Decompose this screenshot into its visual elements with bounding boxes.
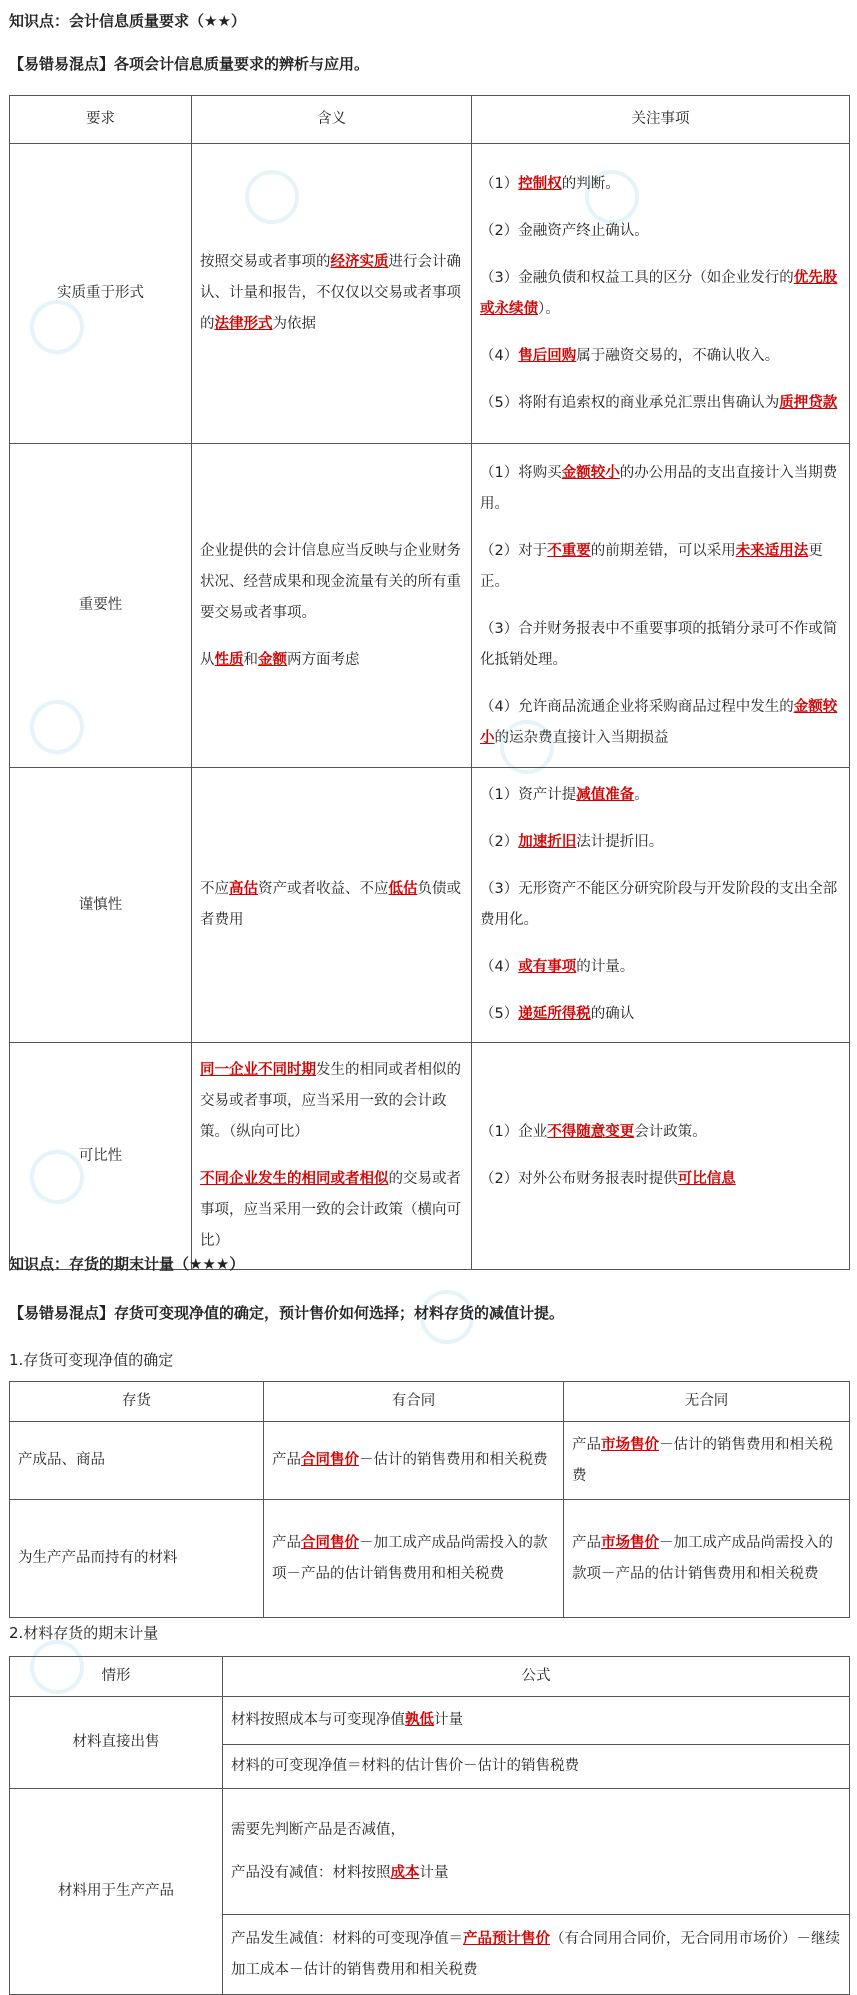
- text-segment: 和: [243, 651, 258, 668]
- list-item: [480, 208, 841, 255]
- highlighted-term: 不同企业发生的相同或者相似: [200, 1171, 389, 1187]
- without-contract-formula: [564, 1500, 850, 1618]
- case-name: 材料用于生产产品: [10, 1789, 223, 1995]
- table-row: [10, 768, 850, 1043]
- text-segment: 按照交易或者事项的: [200, 254, 331, 270]
- table-row: [10, 1043, 850, 1270]
- highlighted-term: 不重要: [547, 542, 591, 559]
- highlighted-term: 不得随意变更: [547, 1124, 635, 1140]
- text-segment: （1）资产计提: [480, 787, 577, 803]
- text-segment: 材料的可变现净值＝材料的估计售价－估计的销售税费: [231, 1758, 579, 1774]
- requirement-name: 实质重于形式: [10, 144, 192, 444]
- text-segment: 两方面考虑: [287, 651, 360, 668]
- text-segment: 不应: [200, 881, 229, 897]
- text-segment: 计量: [419, 1864, 449, 1881]
- text-segment: （5）: [480, 1006, 519, 1022]
- text-segment: 属于融资交易的，不确认收入。: [576, 347, 780, 364]
- text-segment: 的计量。: [576, 959, 635, 975]
- table-row: [10, 144, 850, 444]
- header-requirement: 要求: [10, 96, 192, 144]
- highlighted-term: 金额: [258, 651, 287, 668]
- table-row: [10, 1789, 850, 1915]
- highlighted-term: 合同售价: [301, 1534, 359, 1551]
- highlighted-term: 合同售价: [301, 1452, 359, 1468]
- requirement-meaning: [192, 768, 472, 1043]
- material-inventory-table: [9, 1656, 850, 1995]
- text-segment: （4）: [480, 959, 519, 975]
- text-segment: 的确认: [590, 1006, 635, 1022]
- text-segment: 产品发生减值：材料的可变现净值＝: [231, 1930, 463, 1947]
- section1-heading: 知识点：会计信息质量要求（★★）: [9, 12, 246, 30]
- text-segment: 。: [634, 787, 649, 803]
- header-case: 情形: [10, 1657, 223, 1697]
- list-item: [480, 1109, 841, 1156]
- list-item: [480, 333, 841, 380]
- with-contract-formula: [264, 1500, 564, 1618]
- text-segment: 产品: [272, 1452, 301, 1468]
- list-item: [480, 944, 841, 991]
- with-contract-formula: [264, 1422, 564, 1500]
- text-segment: 更正。: [480, 542, 823, 590]
- text-segment: （3）无形资产不能区分研究阶段与开发阶段的支出全部费用化。: [480, 881, 838, 928]
- text-segment: 进行会计确认、计量和报告，不仅仅以交易或者事项的: [200, 254, 461, 332]
- text-segment: －估计的销售费用和相关税费: [359, 1452, 548, 1468]
- text-segment: （2）金融资产终止确认。: [480, 222, 649, 239]
- text-segment: （4）: [480, 347, 519, 364]
- inventory-item: 为生产产品而持有的材料: [10, 1500, 264, 1618]
- subheading-bracket: 【易错易混点】: [9, 55, 115, 73]
- highlighted-term: 质押贷款: [779, 394, 838, 411]
- list-item: [480, 991, 841, 1038]
- text-segment: （3）金融负债和权益工具的区分（如企业发行的: [480, 269, 794, 286]
- highlighted-term: 未来适用法: [735, 542, 809, 559]
- text-segment: －加工成产成品尚需投入的款项－产品的估计销售费用和相关税费: [272, 1534, 548, 1582]
- highlighted-term: 金额较小: [561, 464, 620, 481]
- section1-subheading: [9, 53, 369, 74]
- text-segment: （1）企业: [480, 1124, 548, 1140]
- list-item: [480, 255, 841, 333]
- text-segment: 为依据: [272, 316, 316, 332]
- formula-line: [223, 1789, 850, 1915]
- list-item: [480, 684, 841, 762]
- list-item: [480, 772, 841, 819]
- subheading-text: 存货可变现净值的确定，预计售价如何选择；材料存货的减值计提。: [114, 1304, 565, 1322]
- highlighted-term: 低估: [388, 881, 418, 897]
- highlighted-term: 减值准备: [576, 787, 635, 803]
- highlighted-term: 优先股或永续债: [480, 269, 838, 317]
- text-segment: 发生的相同或者相似的交易或者事项，应当采用一致的会计政策。（纵向可比）: [200, 1062, 461, 1140]
- highlighted-term: 市场售价: [601, 1436, 659, 1453]
- requirement-meaning: [192, 1043, 472, 1270]
- text-segment: 从: [200, 651, 215, 668]
- text-segment: 企业提供的会计信息应当反映与企业财务状况、经营成果和现金流量有关的所有重要交易或者事项。: [200, 542, 461, 621]
- text-segment: （2）对外公布财务报表时提供: [480, 1171, 678, 1187]
- section2-subheading: [9, 1302, 564, 1323]
- without-contract-formula: [564, 1422, 850, 1500]
- text-segment: 的办公用品的支出直接计入当期费用。: [480, 464, 838, 512]
- header-formula: 公式: [223, 1657, 850, 1697]
- part2-title: 2.材料存货的期末计量: [9, 1624, 159, 1642]
- header-meaning: 含义: [192, 96, 472, 144]
- text-segment: 的运杂费直接计入当期损益: [494, 729, 669, 746]
- formula-line: [223, 1745, 850, 1789]
- highlighted-term: 经济实质: [330, 254, 389, 270]
- text-segment: 产品没有减值：材料按照: [231, 1864, 391, 1881]
- highlighted-term: 控制权: [518, 175, 562, 192]
- text-segment: （1）将购买: [480, 464, 562, 481]
- text-segment: 计量: [434, 1712, 463, 1728]
- table-row: [10, 1500, 850, 1618]
- part1-title: 1.存货可变现净值的确定: [9, 1351, 174, 1369]
- text-segment: 的前期差错，可以采用: [590, 542, 736, 559]
- requirement-notes: [472, 444, 850, 768]
- text-segment: 法计提折旧。: [576, 834, 664, 850]
- highlighted-term: 售后回购: [518, 347, 577, 364]
- highlighted-term: 性质: [214, 651, 244, 668]
- header-inventory: 存货: [10, 1382, 264, 1422]
- table-row: [10, 444, 850, 768]
- list-item: [480, 866, 841, 944]
- highlighted-term: 递延所得税: [518, 1006, 591, 1022]
- requirement-meaning: [192, 144, 472, 444]
- header-with-contract: 有合同: [264, 1382, 564, 1422]
- requirement-meaning: [192, 444, 472, 768]
- list-item: [200, 1156, 463, 1265]
- list-item: [480, 161, 841, 208]
- text-segment: －估计的销售费用和相关税费: [572, 1436, 833, 1484]
- list-item: [200, 637, 463, 684]
- highlighted-term: 孰低: [405, 1712, 434, 1728]
- requirement-notes: [472, 144, 850, 444]
- header-without-contract: 无合同: [564, 1382, 850, 1422]
- text-segment: 产品: [572, 1436, 601, 1453]
- list-item: [480, 606, 841, 684]
- text-segment: 的判断。: [561, 175, 620, 192]
- list-item: [200, 528, 463, 637]
- list-item: [480, 528, 841, 606]
- list-item: [200, 1047, 463, 1156]
- section2-heading: 知识点：存货的期末计量（★★★）: [9, 1255, 245, 1273]
- highlighted-term: 同一企业不同时期: [200, 1062, 316, 1078]
- highlighted-term: 或有事项: [518, 959, 577, 975]
- requirement-name: 可比性: [10, 1043, 192, 1270]
- requirement-notes: [472, 768, 850, 1043]
- highlighted-term: 法律形式: [214, 316, 273, 332]
- text-segment: （有合同用合同价，无合同用市场价）－继续加工成本－估计的销售费用和相关税费: [231, 1930, 840, 1978]
- text-segment: （2）: [480, 834, 519, 850]
- text-segment: 的交易或者事项，应当采用一致的会计政策（横向可比）: [200, 1171, 461, 1249]
- header-notes: 关注事项: [472, 96, 850, 144]
- list-item: [480, 819, 841, 866]
- text-segment: （3）合并财务报表中不重要事项的抵销分录可不作或简化抵销处理。: [480, 620, 838, 668]
- text-segment: 需要先判断产品是否减值，: [231, 1821, 405, 1838]
- highlighted-term: 产品预计售价: [463, 1930, 550, 1947]
- quality-requirements-table: [9, 95, 850, 1270]
- list-item: [480, 380, 841, 427]
- requirement-name: 重要性: [10, 444, 192, 768]
- text-segment: ）。: [538, 300, 560, 317]
- text-segment: 产品: [272, 1534, 301, 1551]
- text-segment: （1）: [480, 175, 519, 192]
- highlighted-term: 市场售价: [601, 1534, 659, 1551]
- case-name: 材料直接出售: [10, 1697, 223, 1789]
- table-row: [10, 1697, 850, 1745]
- net-realizable-value-table: [9, 1381, 850, 1618]
- text-segment: 会计政策。: [634, 1124, 707, 1140]
- highlighted-term: 可比信息: [677, 1171, 736, 1187]
- formula-line: [223, 1697, 850, 1745]
- text-segment: －加工成产成品尚需投入的款项－产品的估计销售费用和相关税费: [572, 1534, 833, 1582]
- subheading-text: 各项会计信息质量要求的辨析与应用。: [114, 55, 370, 73]
- text-segment: 资产或者收益、不应: [258, 881, 389, 897]
- list-item: [480, 1156, 841, 1203]
- text-segment: （5）将附有追索权的商业承兑汇票出售确认为: [480, 394, 780, 411]
- inventory-item: 产成品、商品: [10, 1422, 264, 1500]
- formula-line: [223, 1915, 850, 1995]
- subheading-bracket: 【易错易混点】: [9, 1304, 115, 1322]
- list-item: [480, 450, 841, 528]
- table-row: [10, 1422, 850, 1500]
- text-segment: （2）对于: [480, 542, 548, 559]
- highlighted-term: 加速折旧: [518, 834, 577, 850]
- requirement-name: 谨慎性: [10, 768, 192, 1043]
- text-segment: 材料按照成本与可变现净值: [231, 1712, 405, 1728]
- requirement-notes: [472, 1043, 850, 1270]
- highlighted-term: 金额较小: [480, 698, 838, 746]
- text-segment: 负债或者费用: [200, 881, 461, 928]
- text-segment: （4）允许商品流通企业将采购商品过程中发生的: [480, 698, 794, 715]
- highlighted-term: 成本: [390, 1864, 420, 1881]
- text-segment: 产品: [572, 1534, 601, 1551]
- highlighted-term: 高估: [229, 881, 258, 897]
